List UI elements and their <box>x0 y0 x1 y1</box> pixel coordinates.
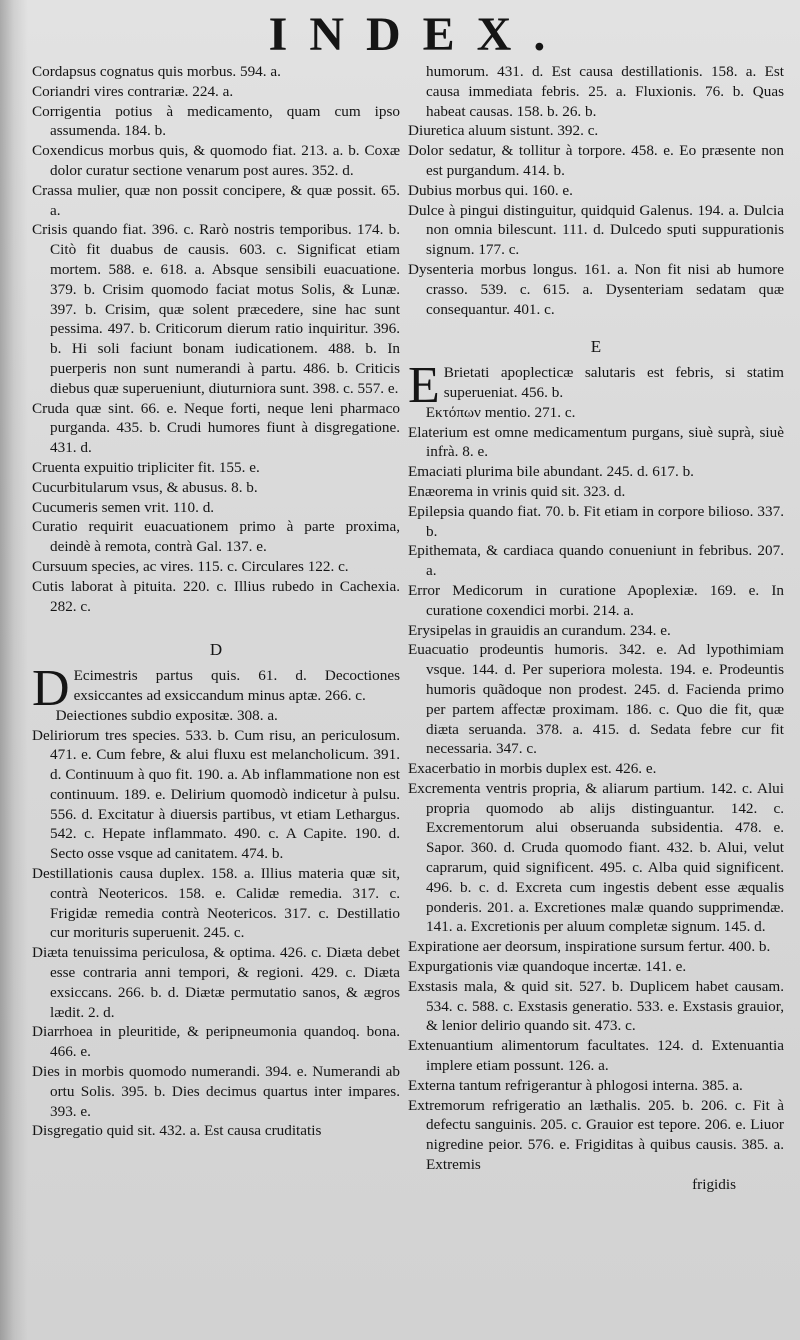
index-entry: Excrementa ventris propria, & aliarum partium. 142. c. Alui propria quomodo ab alijs distinguantur. 142. c. Excrementorum alui obseruanda subsidentia. 478. e. Sapor. 360. d. Cruda quomodo fiant. 432. b. Alui, velut caprarum, quid significent. 495. c. Alba quid significent. 496. b. c. d. Excreta cum ingestis debent esse æqualis ponderis. 201. a. Excretiones malæ quando supprimendæ. 141. a. Excretionis per aluum completæ signum. 145. d. <box>408 779 784 936</box>
index-entry: Cordapsus cognatus quis morbus. 594. a. <box>32 63 281 80</box>
index-entry: Expiratione aer deorsum, inspiratione sursum fertur. 400. b. <box>408 938 771 956</box>
catchword: frigidis <box>692 1175 736 1193</box>
index-entry: Disgregatio quid sit. 432. a. Est causa cruditatis <box>32 1122 322 1140</box>
section-letter-d: D <box>209 640 223 660</box>
index-entry: Externa tantum refrigerantur à phlogosi interna. 385. a. <box>408 1076 743 1094</box>
left-column <box>32 62 400 1195</box>
section-letter-e: E <box>590 337 602 357</box>
index-entry: Extenuantium alimentorum facultates. 124. d. Extenuantia implere etiam possunt. 126. a. <box>408 1037 784 1075</box>
index-entry: Cutis laborat à pituita. 220. c. Illius rubedo in Cachexia. 282. c. <box>32 577 400 615</box>
index-entry: Deliriorum tres species. 533. b. Cum risu, an periculosum. 471. e. Cum febre, & alui fluxu est melancholicum. 391. d. Continuum à quo fit. 190. a. Ab inflammatione non est continuum. 189. e. Delirium quomodò indicetur à pulsu. 556. d. Excitatur à diuersis partibus, vt etiam Lethargus. 542. c. Hepate inflammato. 490. c. A Capite. 190. d. Secto osse vsque ad canitatem. 474. b. <box>32 726 400 863</box>
index-entry: Crassa mulier, quæ non possit concipere, & quæ possit. 65. a. <box>32 181 400 219</box>
index-entry: Epithemata, & cardiaca quando conueniunt in febribus. 207. a. <box>408 542 784 580</box>
index-entry: Dubius morbus qui. 160. e. <box>408 181 573 199</box>
index-entry: Diæta tenuissima periculosa, & optima. 426. c. Diæta debet esse contraria anni tempori, & regioni. 429. c. Diæta exsiccans. 266. b. d. Diætæ permutatio sanos, & ægros lædit. 2. d. <box>32 944 400 1021</box>
index-entry: Expurgationis viæ quandoque incertæ. 141. e. <box>408 958 687 976</box>
index-entry: Cruda quæ sint. 66. e. Neque forti, neque leni pharmaco purganda. 435. b. Crudi humores fiunt à disgregatione. 431. d. <box>32 399 400 457</box>
index-entry: Extremorum refrigeratio an læthalis. 205. b. 206. c. Fit à defectu sanguinis. 205. c. Grauior est tepore. 206. e. Liuor nigredine peior. 576. e. Frigiditas à quibus causis. 385. a. Extremis <box>408 1096 784 1174</box>
index-entry-continued: humorum. 431. d. Est causa destillationis. 158. a. Est causa immediata febris. 25. a. Fluxionis. 76. b. Quas habeat causas. 158. b. 26. b. <box>426 63 784 120</box>
index-entry: Dolor sedatur, & tollitur à torpore. 458. e. Eo præsente non est purgandum. 414. b. <box>408 142 784 179</box>
index-entry: Coxendicus morbus quis, & quomodo fiat. 213. a. b. Coxæ dolor curatur sectione venarum post aures. 352. d. <box>32 142 400 179</box>
index-columns <box>32 62 784 1195</box>
index-entry: Coriandri vires contrariæ. 224. a. <box>32 82 234 100</box>
index-entry: Corrigentia potius à medicamento, quam cum ipso assumenda. 184. b. <box>32 102 400 140</box>
index-entry: Diuretica aluum sistunt. 392. c. <box>408 122 599 140</box>
index-entry: Epilepsia quando fiat. 70. b. Fit etiam in corpore bilioso. 337. b. <box>408 502 784 540</box>
index-entry: Cucumeris semen vrit. 110. d. <box>32 498 215 516</box>
page-title: INDEX. <box>268 8 568 61</box>
index-entry: Elaterium est omne medicamentum purgans, siuè suprà, siuè infrà. 8. e. <box>408 423 784 461</box>
index-entry: Exstasis mala, & quid sit. 527. b. Duplicem habet causam. 534. c. 588. c. Exstasis generatio. 533. e. Exstasis grauior, & lenior delirio quando sit. 473. c. <box>408 977 784 1035</box>
index-entry: Curatio requirit euacuationem primo à parte proxima, deindè à remota, contrà Gal. 137. e. <box>32 518 400 556</box>
index-entry: Dulce à pingui distinguitur, quidquid Galenus. 194. a. Dulcia non omnia bilescunt. 111. d. Dulcedo sputi suppurationis signum. 177. c. <box>408 201 784 259</box>
index-entry: Error Medicorum in curatione Apoplexiæ. 169. e. In curatione coxendici morbi. 214. a. <box>408 581 784 619</box>
index-entry: Destillationis causa duplex. 158. a. Illius materia quæ sit, contrà Neotericos. 158. e. Calidæ remedia. 317. c. Frigidæ remedia contrà Neotericos. 317. c. Destillatio cur morituris superuenit. 245. c. <box>32 865 400 942</box>
index-entry: Cruenta expuitio tripliciter fit. 155. e. <box>32 458 260 476</box>
index-entry: EBrietati apoplecticæ salutaris est febris, si statim superueniat. 456. b. <box>408 357 784 415</box>
index-entry: Deiectiones subdio expositæ. 308. a. <box>55 706 278 724</box>
right-column <box>408 62 784 1195</box>
index-entry: Exacerbatio in morbis duplex est. 426. e. <box>408 760 657 778</box>
index-entry: Cucurbitularum vsus, & abusus. 8. b. <box>32 478 258 496</box>
index-entry: Dies in morbis quomodo numerandi. 394. e. Numerandi ab ortu Solis. 395. b. Dies decimus quartus inter impares. 393. e. <box>32 1063 400 1120</box>
index-entry: Erysipelas in grauidis an curandum. 234. e. <box>408 621 671 639</box>
index-entry: Dysenteria morbus longus. 161. a. Non fit nisi ab humore crasso. 539. c. 615. a. Dysenteriam sedatam quæ consequantur. 401. c. <box>408 260 784 318</box>
index-entry: Cursuum species, ac vires. 115. c. Circulares 122. c. <box>32 557 349 575</box>
index-entry: Emaciati plurima bile abundant. 245. d. 617. b. <box>408 463 694 481</box>
index-entry: Εκτόπων mentio. 271. c. <box>425 403 576 421</box>
index-entry: DEcimestris partus quis. 61. d. Decoctiones exsiccantes ad exsiccandum minus aptæ. 266. c. <box>32 660 400 718</box>
index-entry: Crisis quando fiat. 396. c. Rarò nostris temporibus. 174. b. Citò fit duabus de causis. 603. c. Significat etiam mortem. 588. e. 618. a. Absque sensibili euacuatione. 379. b. Crisim quomodo faciat motus Solis, & Lunæ. 397. b. Crisim, quæ solent præcedere, sine hac sunt pessima. 497. b. Criticorum dierum ratio inquiritur. 396. b. Hi soli faciunt bonam iudicationem. 488. b. In puerperis non sunt numerandi à partu. 486. b. Criticis diebus quæ superueniunt, diuturniora sunt. 398. c. 557. e. <box>32 221 400 397</box>
index-entry: Diarrhoea in pleuritide, & peripneumonia quandoq. bona. 466. e. <box>32 1023 400 1061</box>
index-entry: Euacuatio prodeuntis humoris. 342. e. Ad lypothimiam vsque. 144. d. Per superiora molesta. 194. e. Prodeuntis humoris quãdoque non prodest. 245. d. Facienda primo per partem affectæ proximam. 186. c. Quo die fit, quæ diæta seruanda. 378. a. 415. d. Sedata febre cur fit necessaria. 347. c. <box>408 641 784 758</box>
index-entry: Enæorema in vrinis quid sit. 323. d. <box>408 482 626 500</box>
